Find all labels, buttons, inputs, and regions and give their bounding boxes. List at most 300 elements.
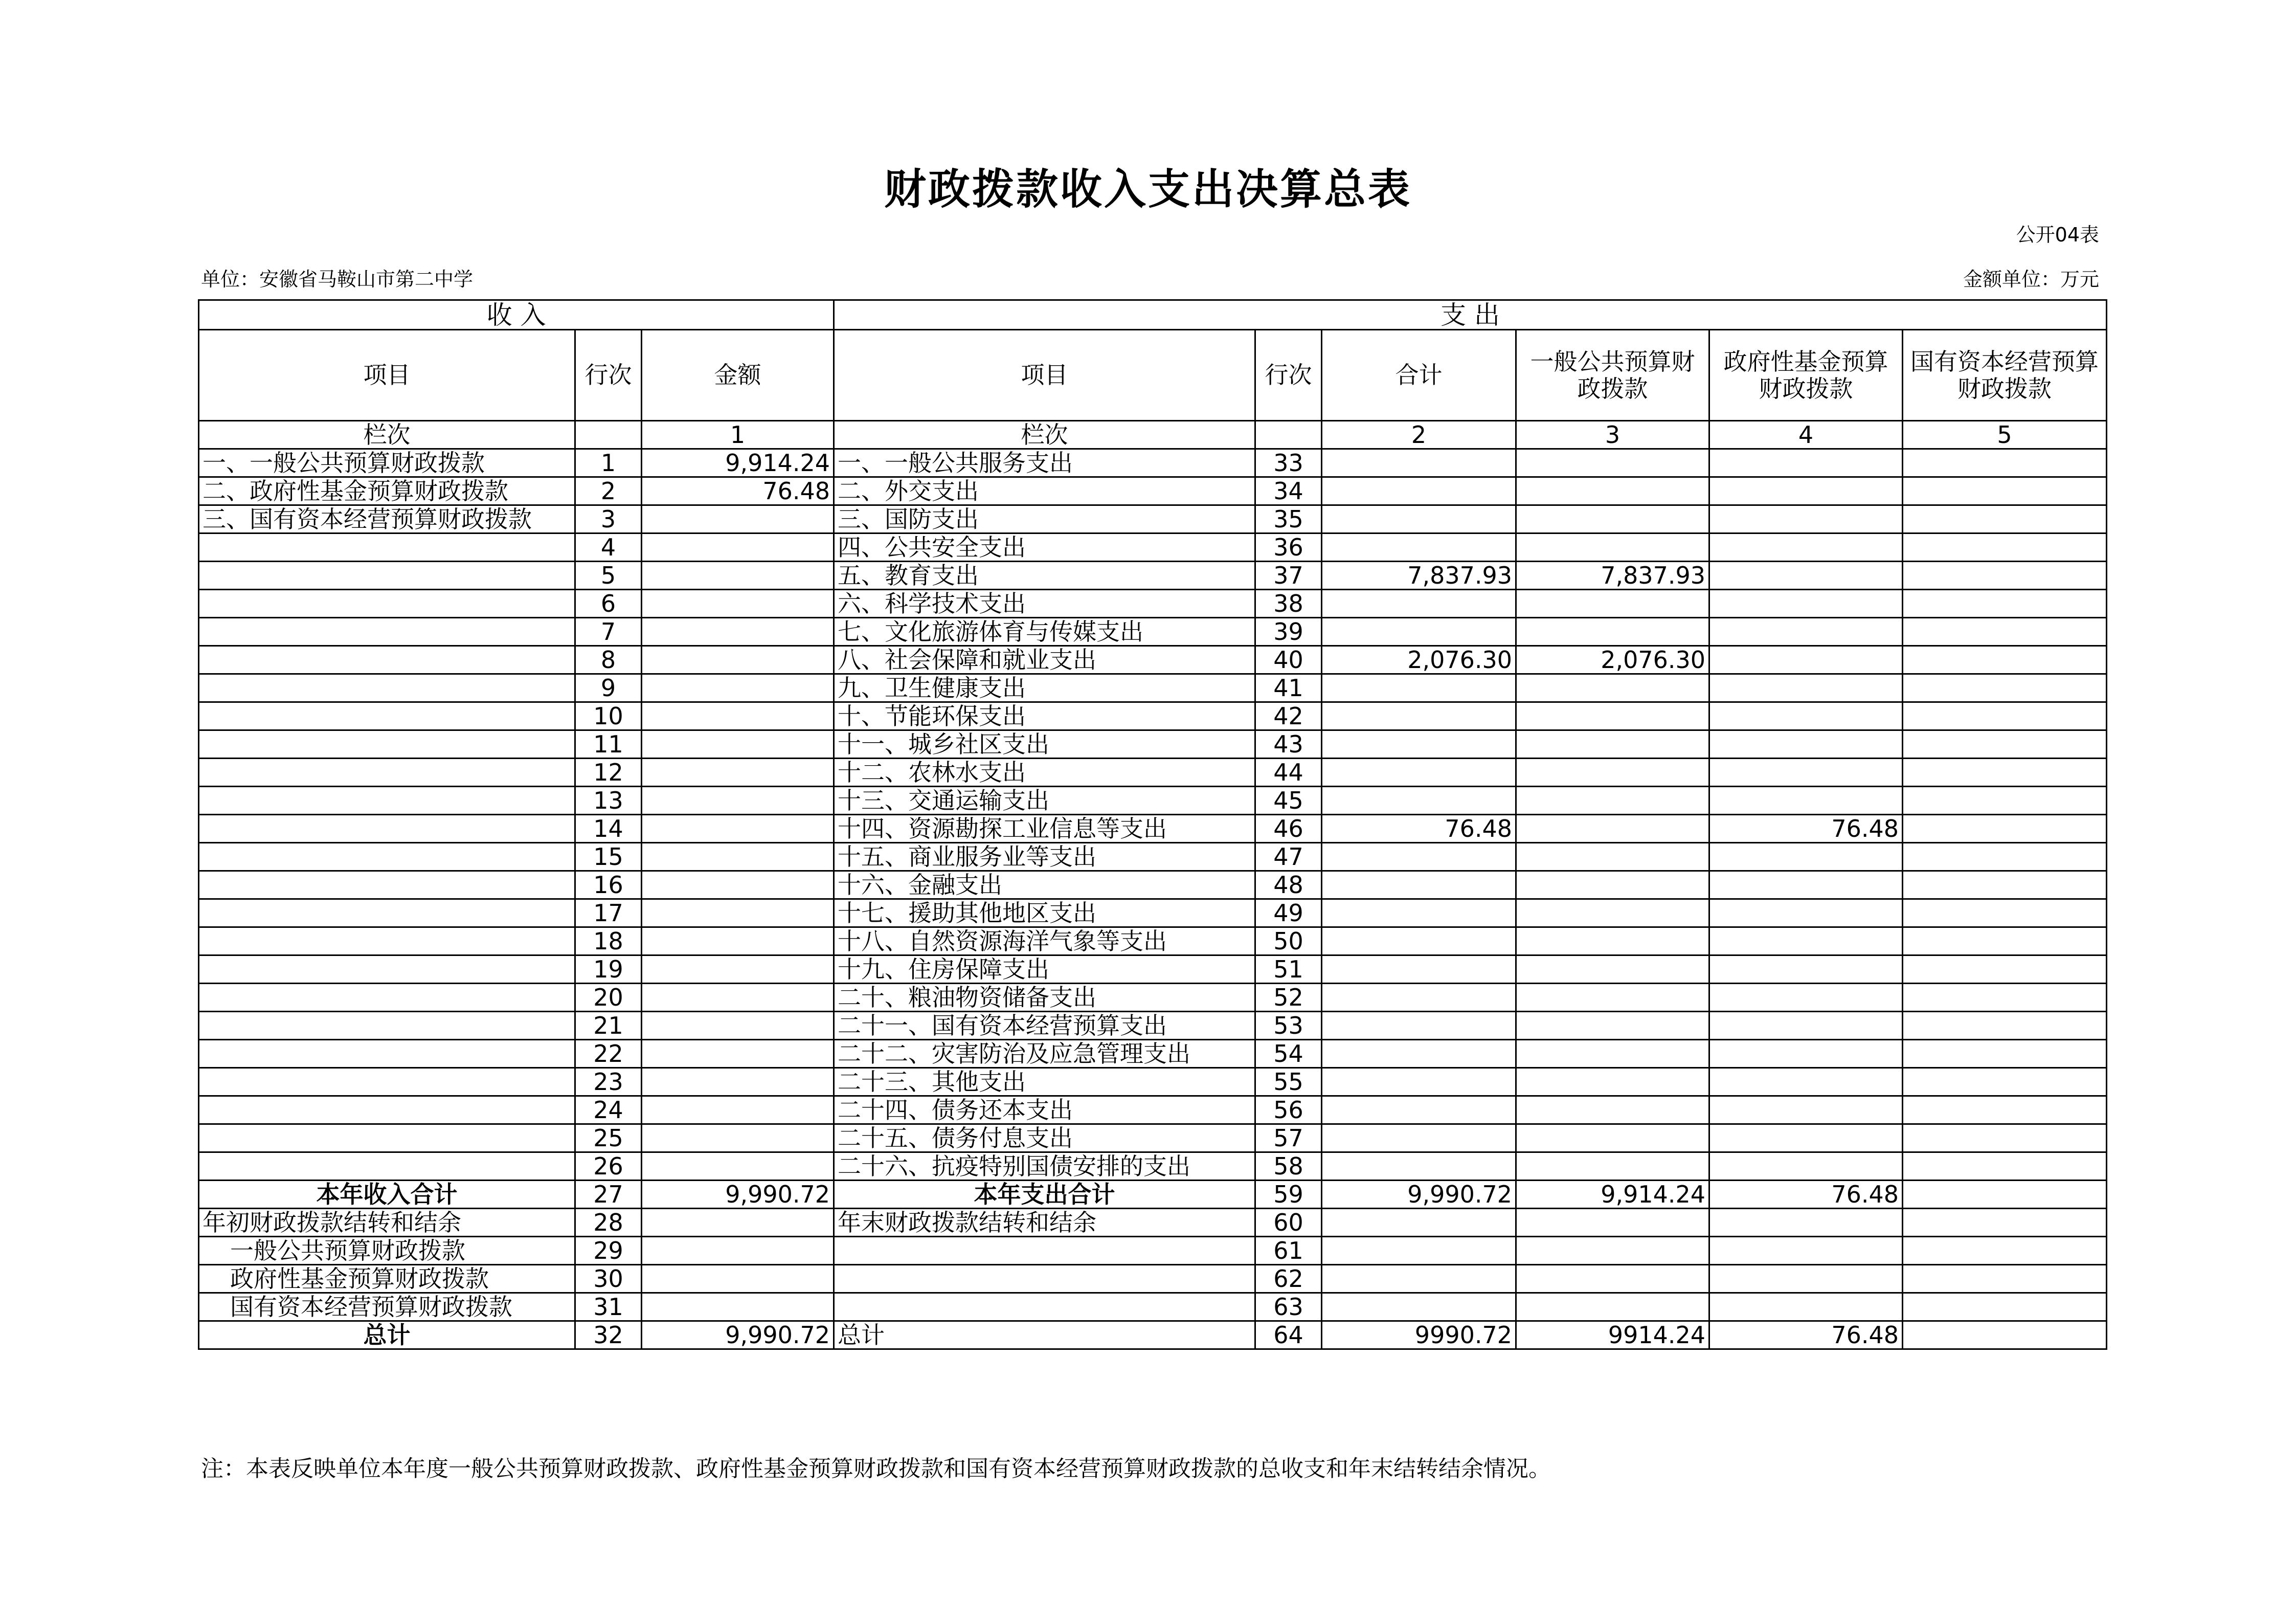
income-item-cell <box>199 927 575 955</box>
expense-line-cell: 38 <box>1255 590 1322 618</box>
expense-line-cell: 59 <box>1255 1181 1322 1209</box>
expense-fund-cell <box>1709 899 1903 927</box>
expense-total-cell <box>1322 618 1516 646</box>
expense-total-cell <box>1322 759 1516 787</box>
expense-item-cell: 十三、交通运输支出 <box>834 787 1255 815</box>
expense-state-cell <box>1903 505 2107 533</box>
expense-state-cell <box>1903 1181 2107 1209</box>
expense-total-cell: 2,076.30 <box>1322 646 1516 674</box>
expense-line-cell: 48 <box>1255 871 1322 899</box>
income-amount-cell <box>642 505 834 533</box>
income-item-cell <box>199 533 575 562</box>
income-amount-cell: 9,990.72 <box>642 1181 834 1209</box>
table-row <box>199 730 2107 759</box>
table-row <box>199 1293 2107 1321</box>
income-line-cell: 15 <box>575 843 642 871</box>
income-amount-cell: 9,914.24 <box>642 449 834 477</box>
income-line-cell: 22 <box>575 1040 642 1068</box>
expense-line-cell: 60 <box>1255 1209 1322 1237</box>
expense-line-cell: 51 <box>1255 955 1322 984</box>
expense-item-cell: 总计 <box>834 1321 1255 1349</box>
income-item-cell <box>199 1152 575 1181</box>
income-line-cell: 4 <box>575 533 642 562</box>
expense-total-cell <box>1322 1152 1516 1181</box>
expense-general-cell <box>1516 984 1709 1012</box>
table-row <box>199 533 2107 562</box>
expense-general-cell <box>1516 1124 1709 1152</box>
expense-state-cell <box>1903 1068 2107 1096</box>
expense-item-cell: 十八、自然资源海洋气象等支出 <box>834 927 1255 955</box>
expense-total-cell <box>1322 1096 1516 1124</box>
table-row <box>199 899 2107 927</box>
expense-item-cell: 十六、金融支出 <box>834 871 1255 899</box>
expense-item-cell: 八、社会保障和就业支出 <box>834 646 1255 674</box>
income-item-cell: 总计 <box>199 1321 575 1349</box>
income-line-cell: 21 <box>575 1012 642 1040</box>
table-row <box>199 871 2107 899</box>
income-item-cell: 三、国有资本经营预算财政拨款 <box>199 505 575 533</box>
expense-item-cell: 二十、粮油物资储备支出 <box>834 984 1255 1012</box>
expense-item-cell: 二十一、国有资本经营预算支出 <box>834 1012 1255 1040</box>
expense-fund-cell <box>1709 1012 1903 1040</box>
expense-total-cell <box>1322 1237 1516 1265</box>
amount-unit: 金额单位：万元 <box>1963 268 2099 291</box>
income-amount-cell <box>642 899 834 927</box>
income-line-cell: 31 <box>575 1293 642 1321</box>
header-income-item: 项目 <box>199 330 575 421</box>
income-item-cell <box>199 815 575 843</box>
table-row <box>199 955 2107 984</box>
income-line-cell: 18 <box>575 927 642 955</box>
expense-item-cell: 二十六、抗疫特别国债安排的支出 <box>834 1152 1255 1181</box>
expense-item-cell: 二、外交支出 <box>834 477 1255 505</box>
income-line-cell: 2 <box>575 477 642 505</box>
expense-general-cell <box>1516 1152 1709 1181</box>
expense-total-cell <box>1322 674 1516 702</box>
expense-general-cell <box>1516 477 1709 505</box>
income-line-cell: 5 <box>575 562 642 590</box>
expense-general-cell <box>1516 1012 1709 1040</box>
income-line-cell: 19 <box>575 955 642 984</box>
income-amount-cell <box>642 618 834 646</box>
income-amount-cell <box>642 1012 834 1040</box>
table-row <box>199 1265 2107 1293</box>
income-item-cell <box>199 590 575 618</box>
expense-state-cell <box>1903 1096 2107 1124</box>
expense-state-cell <box>1903 871 2107 899</box>
col-index-label: 栏次 <box>199 421 575 449</box>
expense-item-cell <box>834 1265 1255 1293</box>
expense-line-cell: 43 <box>1255 730 1322 759</box>
income-amount-cell <box>642 1040 834 1068</box>
expense-general-cell <box>1516 505 1709 533</box>
table-row <box>199 1040 2107 1068</box>
expense-state-cell <box>1903 590 2107 618</box>
income-line-cell: 6 <box>575 590 642 618</box>
expense-total-cell <box>1322 927 1516 955</box>
expense-fund-cell <box>1709 843 1903 871</box>
expense-state-cell <box>1903 759 2107 787</box>
table-row <box>199 1237 2107 1265</box>
table-row <box>199 702 2107 730</box>
table-row <box>199 674 2107 702</box>
expense-state-cell <box>1903 646 2107 674</box>
expense-general-cell <box>1516 1237 1709 1265</box>
expense-state-cell <box>1903 1152 2107 1181</box>
expense-total-cell: 9,990.72 <box>1322 1181 1516 1209</box>
expense-line-cell: 37 <box>1255 562 1322 590</box>
expense-general-cell <box>1516 1209 1709 1237</box>
expense-general-cell: 9914.24 <box>1516 1321 1709 1349</box>
income-item-cell <box>199 787 575 815</box>
expense-item-cell: 十二、农林水支出 <box>834 759 1255 787</box>
expense-state-cell <box>1903 984 2107 1012</box>
income-item-cell <box>199 618 575 646</box>
expense-line-cell: 42 <box>1255 702 1322 730</box>
budget-table <box>198 299 2107 1350</box>
income-line-cell: 25 <box>575 1124 642 1152</box>
expense-total-cell <box>1322 730 1516 759</box>
col-index-5: 5 <box>1903 421 2107 449</box>
table-row <box>199 449 2107 477</box>
expense-general-cell <box>1516 899 1709 927</box>
expense-fund-cell <box>1709 1124 1903 1152</box>
income-line-cell: 7 <box>575 618 642 646</box>
expense-line-cell: 35 <box>1255 505 1322 533</box>
expense-total-cell <box>1322 899 1516 927</box>
expense-general-cell <box>1516 759 1709 787</box>
expense-line-cell: 56 <box>1255 1096 1322 1124</box>
col-index-2: 2 <box>1322 421 1516 449</box>
expense-state-cell <box>1903 1321 2107 1349</box>
expense-total-cell <box>1322 590 1516 618</box>
expense-line-cell: 33 <box>1255 449 1322 477</box>
expense-general-cell <box>1516 1265 1709 1293</box>
expense-line-cell: 39 <box>1255 618 1322 646</box>
income-line-cell: 30 <box>575 1265 642 1293</box>
expense-total-cell <box>1322 505 1516 533</box>
column-header-row <box>199 330 2107 421</box>
income-amount-cell <box>642 759 834 787</box>
expense-fund-cell <box>1709 1152 1903 1181</box>
expense-item-cell: 十七、援助其他地区支出 <box>834 899 1255 927</box>
income-amount-cell <box>642 787 834 815</box>
expense-state-cell <box>1903 1293 2107 1321</box>
expense-state-cell <box>1903 1209 2107 1237</box>
expense-item-cell: 十四、资源勘探工业信息等支出 <box>834 815 1255 843</box>
income-amount-cell <box>642 815 834 843</box>
expense-fund-cell <box>1709 759 1903 787</box>
income-item-cell <box>199 871 575 899</box>
expense-item-cell: 十九、住房保障支出 <box>834 955 1255 984</box>
table-row <box>199 1321 2107 1349</box>
expense-general-cell <box>1516 1040 1709 1068</box>
expense-item-cell: 九、卫生健康支出 <box>834 674 1255 702</box>
expense-general-cell <box>1516 843 1709 871</box>
income-line-cell: 27 <box>575 1181 642 1209</box>
header-expense-item: 项目 <box>834 330 1255 421</box>
expense-fund-cell <box>1709 646 1903 674</box>
income-item-cell <box>199 759 575 787</box>
expense-section-header: 支 出 <box>834 300 2107 330</box>
expense-line-cell: 46 <box>1255 815 1322 843</box>
expense-line-cell: 57 <box>1255 1124 1322 1152</box>
expense-total-cell <box>1322 871 1516 899</box>
table-row <box>199 815 2107 843</box>
col-index-3: 3 <box>1516 421 1709 449</box>
table-row <box>199 1181 2107 1209</box>
expense-line-cell: 55 <box>1255 1068 1322 1096</box>
expense-total-cell <box>1322 843 1516 871</box>
expense-general-cell <box>1516 927 1709 955</box>
expense-fund-cell <box>1709 702 1903 730</box>
income-amount-cell <box>642 871 834 899</box>
expense-state-cell <box>1903 449 2107 477</box>
income-item-cell <box>199 730 575 759</box>
expense-general-cell <box>1516 955 1709 984</box>
income-amount-cell <box>642 1124 834 1152</box>
income-line-cell: 16 <box>575 871 642 899</box>
expense-fund-cell: 76.48 <box>1709 815 1903 843</box>
income-line-cell: 24 <box>575 1096 642 1124</box>
expense-item-cell: 二十四、债务还本支出 <box>834 1096 1255 1124</box>
expense-state-cell <box>1903 955 2107 984</box>
expense-fund-cell <box>1709 984 1903 1012</box>
col-index-blank-2 <box>1255 421 1322 449</box>
expense-item-cell: 二十二、灾害防治及应急管理支出 <box>834 1040 1255 1068</box>
expense-fund-cell <box>1709 590 1903 618</box>
expense-state-cell <box>1903 533 2107 562</box>
header-general-budget: 一般公共预算财政拨款 <box>1516 330 1709 421</box>
header-income-line: 行次 <box>575 330 642 421</box>
table-row <box>199 618 2107 646</box>
expense-line-cell: 58 <box>1255 1152 1322 1181</box>
table-row <box>199 1096 2107 1124</box>
expense-fund-cell <box>1709 477 1903 505</box>
expense-item-cell: 二十五、债务付息支出 <box>834 1124 1255 1152</box>
income-amount-cell <box>642 646 834 674</box>
expense-total-cell <box>1322 1293 1516 1321</box>
table-row <box>199 759 2107 787</box>
income-line-cell: 9 <box>575 674 642 702</box>
table-row <box>199 1068 2107 1096</box>
expense-item-cell: 二十三、其他支出 <box>834 1068 1255 1096</box>
expense-total-cell <box>1322 1068 1516 1096</box>
income-line-cell: 3 <box>575 505 642 533</box>
income-item-cell: 国有资本经营预算财政拨款 <box>199 1293 575 1321</box>
expense-state-cell <box>1903 674 2107 702</box>
income-amount-cell <box>642 1265 834 1293</box>
income-amount-cell <box>642 1293 834 1321</box>
income-amount-cell <box>642 1237 834 1265</box>
unit-label: 单位：安徽省马鞍山市第二中学 <box>201 268 474 291</box>
expense-fund-cell <box>1709 871 1903 899</box>
income-item-cell: 一、一般公共预算财政拨款 <box>199 449 575 477</box>
expense-fund-cell <box>1709 927 1903 955</box>
expense-state-cell <box>1903 1012 2107 1040</box>
footnote: 注：本表反映单位本年度一般公共预算财政拨款、政府性基金预算财政拨款和国有资本经营预算财政拨款的总收支和年末结转结余情况。 <box>201 1456 1551 1482</box>
header-expense-total: 合计 <box>1322 330 1516 421</box>
table-row <box>199 590 2107 618</box>
expense-line-cell: 45 <box>1255 787 1322 815</box>
expense-fund-cell <box>1709 618 1903 646</box>
income-amount-cell <box>642 843 834 871</box>
expense-total-cell <box>1322 1124 1516 1152</box>
table-row <box>199 646 2107 674</box>
expense-general-cell <box>1516 618 1709 646</box>
expense-state-cell <box>1903 787 2107 815</box>
table-row <box>199 1012 2107 1040</box>
expense-line-cell: 52 <box>1255 984 1322 1012</box>
income-item-cell <box>199 984 575 1012</box>
expense-fund-cell <box>1709 449 1903 477</box>
table-row <box>199 505 2107 533</box>
expense-line-cell: 63 <box>1255 1293 1322 1321</box>
expense-total-cell <box>1322 984 1516 1012</box>
expense-item-cell: 五、教育支出 <box>834 562 1255 590</box>
expense-fund-cell <box>1709 1209 1903 1237</box>
income-line-cell: 13 <box>575 787 642 815</box>
expense-state-cell <box>1903 1265 2107 1293</box>
expense-total-cell <box>1322 477 1516 505</box>
expense-line-cell: 54 <box>1255 1040 1322 1068</box>
income-amount-cell <box>642 590 834 618</box>
income-line-cell: 12 <box>575 759 642 787</box>
expense-state-cell <box>1903 815 2107 843</box>
income-amount-cell: 9,990.72 <box>642 1321 834 1349</box>
income-amount-cell: 76.48 <box>642 477 834 505</box>
header-expense-line: 行次 <box>1255 330 1322 421</box>
expense-state-cell <box>1903 927 2107 955</box>
income-amount-cell <box>642 927 834 955</box>
table-row <box>199 984 2107 1012</box>
expense-item-cell <box>834 1293 1255 1321</box>
expense-general-cell: 2,076.30 <box>1516 646 1709 674</box>
income-amount-cell <box>642 702 834 730</box>
expense-total-cell: 9990.72 <box>1322 1321 1516 1349</box>
income-amount-cell <box>642 1068 834 1096</box>
expense-state-cell <box>1903 1040 2107 1068</box>
income-line-cell: 32 <box>575 1321 642 1349</box>
income-line-cell: 20 <box>575 984 642 1012</box>
expense-line-cell: 64 <box>1255 1321 1322 1349</box>
expense-fund-cell <box>1709 955 1903 984</box>
expense-general-cell <box>1516 1068 1709 1096</box>
income-item-cell: 本年收入合计 <box>199 1181 575 1209</box>
expense-line-cell: 62 <box>1255 1265 1322 1293</box>
col-index-1: 1 <box>642 421 834 449</box>
income-item-cell <box>199 1012 575 1040</box>
expense-general-cell <box>1516 674 1709 702</box>
expense-item-cell: 十一、城乡社区支出 <box>834 730 1255 759</box>
expense-line-cell: 49 <box>1255 899 1322 927</box>
expense-state-cell <box>1903 899 2107 927</box>
expense-item-cell: 十、节能环保支出 <box>834 702 1255 730</box>
income-amount-cell <box>642 1152 834 1181</box>
expense-fund-cell <box>1709 1265 1903 1293</box>
expense-general-cell <box>1516 533 1709 562</box>
expense-item-cell: 三、国防支出 <box>834 505 1255 533</box>
income-amount-cell <box>642 955 834 984</box>
income-item-cell <box>199 955 575 984</box>
expense-fund-cell <box>1709 1237 1903 1265</box>
income-amount-cell <box>642 533 834 562</box>
expense-line-cell: 34 <box>1255 477 1322 505</box>
expense-item-cell: 六、科学技术支出 <box>834 590 1255 618</box>
income-line-cell: 28 <box>575 1209 642 1237</box>
expense-state-cell <box>1903 1237 2107 1265</box>
expense-line-cell: 36 <box>1255 533 1322 562</box>
expense-total-cell <box>1322 1265 1516 1293</box>
expense-item-cell: 七、文化旅游体育与传媒支出 <box>834 618 1255 646</box>
expense-line-cell: 50 <box>1255 927 1322 955</box>
expense-item-cell: 一、一般公共服务支出 <box>834 449 1255 477</box>
expense-state-cell <box>1903 1124 2107 1152</box>
expense-fund-cell <box>1709 1040 1903 1068</box>
expense-general-cell <box>1516 1293 1709 1321</box>
expense-fund-cell: 76.48 <box>1709 1321 1903 1349</box>
income-line-cell: 17 <box>575 899 642 927</box>
expense-fund-cell <box>1709 674 1903 702</box>
income-item-cell <box>199 702 575 730</box>
expense-item-cell: 十五、商业服务业等支出 <box>834 843 1255 871</box>
expense-state-cell <box>1903 730 2107 759</box>
expense-state-cell <box>1903 702 2107 730</box>
income-item-cell <box>199 1124 575 1152</box>
table-row <box>199 843 2107 871</box>
income-item-cell: 二、政府性基金预算财政拨款 <box>199 477 575 505</box>
income-amount-cell <box>642 562 834 590</box>
expense-total-cell <box>1322 533 1516 562</box>
table-row <box>199 787 2107 815</box>
expense-total-cell <box>1322 955 1516 984</box>
expense-total-cell: 7,837.93 <box>1322 562 1516 590</box>
income-item-cell <box>199 562 575 590</box>
expense-general-cell <box>1516 871 1709 899</box>
expense-fund-cell <box>1709 505 1903 533</box>
expense-general-cell <box>1516 730 1709 759</box>
table-row <box>199 1209 2107 1237</box>
income-line-cell: 29 <box>575 1237 642 1265</box>
income-amount-cell <box>642 1209 834 1237</box>
income-item-cell <box>199 1096 575 1124</box>
expense-general-cell <box>1516 590 1709 618</box>
form-code: 公开04表 <box>2016 224 2099 246</box>
income-line-cell: 23 <box>575 1068 642 1096</box>
expense-state-cell <box>1903 618 2107 646</box>
income-item-cell: 一般公共预算财政拨款 <box>199 1237 575 1265</box>
header-income-amount: 金额 <box>642 330 834 421</box>
expense-line-cell: 61 <box>1255 1237 1322 1265</box>
expense-general-cell <box>1516 815 1709 843</box>
table-row <box>199 477 2107 505</box>
expense-general-cell <box>1516 449 1709 477</box>
expense-state-cell <box>1903 477 2107 505</box>
header-state-capital: 国有资本经营预算财政拨款 <box>1903 330 2107 421</box>
income-line-cell: 26 <box>575 1152 642 1181</box>
income-item-cell: 政府性基金预算财政拨款 <box>199 1265 575 1293</box>
income-item-cell <box>199 899 575 927</box>
expense-fund-cell <box>1709 1068 1903 1096</box>
expense-general-cell: 9,914.24 <box>1516 1181 1709 1209</box>
col-index-label-2: 栏次 <box>834 421 1255 449</box>
income-item-cell <box>199 646 575 674</box>
expense-line-cell: 44 <box>1255 759 1322 787</box>
income-amount-cell <box>642 674 834 702</box>
expense-line-cell: 47 <box>1255 843 1322 871</box>
expense-total-cell <box>1322 787 1516 815</box>
expense-general-cell <box>1516 702 1709 730</box>
